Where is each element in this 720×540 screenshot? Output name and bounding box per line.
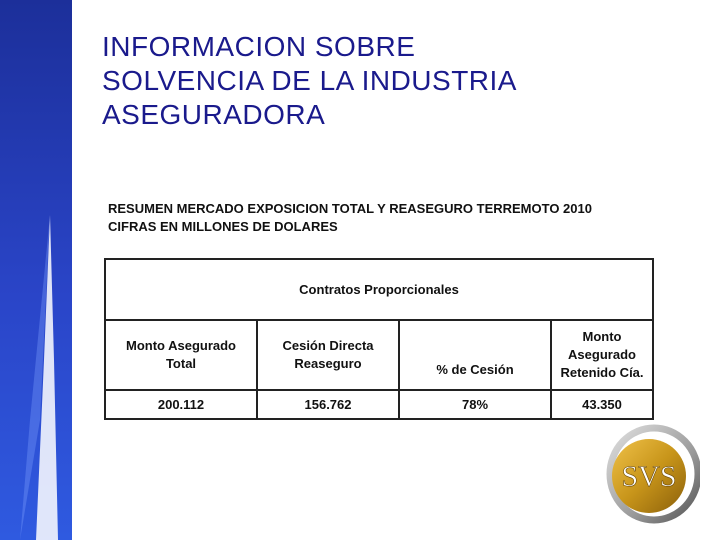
col-header-cesion-directa: [257, 320, 399, 390]
cell-monto-retenido: 43.350: [551, 390, 653, 419]
col-header-pct-cesion-line-1: % de Cesión: [436, 362, 514, 377]
table-caption: [108, 200, 592, 236]
col-header-monto-retenido-line-2: Retenido Cía.: [560, 365, 644, 380]
col-header-monto-total: [105, 320, 257, 390]
col-header-monto-retenido-line-1: Monto Asegurado: [568, 329, 636, 362]
table-caption-line-1: RESUMEN MERCADO EXPOSICION TOTAL Y REASEGURO TERREMOTO 2010: [108, 201, 592, 216]
col-header-cesion-directa-line-2: Reaseguro: [294, 356, 362, 371]
cell-monto-total: 200.112: [105, 390, 257, 419]
cell-cesion-directa: 156.762: [257, 390, 399, 419]
col-header-monto-retenido: [551, 320, 653, 390]
table-column-header-row: [105, 320, 653, 390]
title-line-1: INFORMACION SOBRE: [102, 31, 416, 62]
title-line-2: SOLVENCIA DE LA INDUSTRIA: [102, 65, 517, 96]
cell-pct-cesion: 78%: [399, 390, 551, 419]
group-header-cell: Contratos Proporcionales: [105, 259, 653, 320]
title-line-3: ASEGURADORA: [102, 99, 326, 130]
table-group-header-row: [105, 259, 653, 320]
table-caption-line-2: CIFRAS EN MILLONES DE DOLARES: [108, 219, 338, 234]
col-header-monto-total-line-1: Monto Asegurado: [125, 338, 236, 353]
col-header-monto-total-line-2: Total: [165, 356, 197, 371]
exposure-summary-table: [104, 258, 654, 420]
sidebar-light-streak: [0, 0, 72, 540]
table-row: [105, 390, 653, 419]
svs-logo: [602, 424, 700, 524]
slide-title: [102, 30, 702, 132]
left-decorative-bar: [0, 0, 72, 540]
logo-text: SVS: [621, 460, 677, 493]
col-header-cesion-directa-line-1: Cesión Directa: [282, 338, 374, 353]
col-header-pct-cesion: [399, 320, 551, 390]
